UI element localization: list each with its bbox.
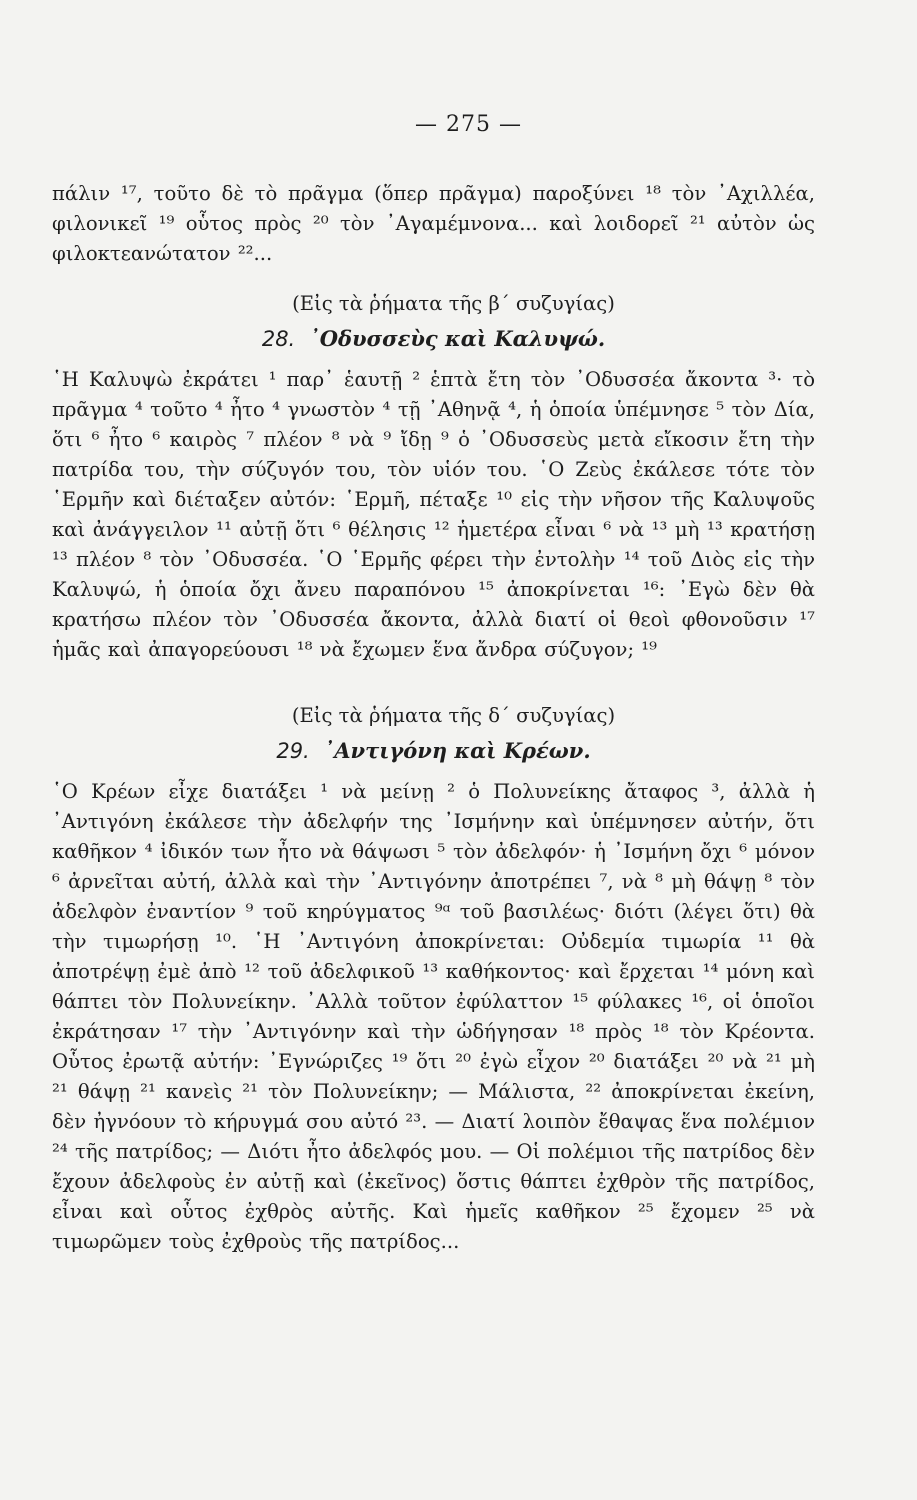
section-28-number: 28. [261,327,296,351]
opening-paragraph: πάλιν ¹⁷, τοῦτο δὲ τὸ πρᾶγμα (ὅπερ πρᾶγμα) παροξύνει ¹⁸ τὸν ᾿Αχιλλέα, φιλονικεῖ ¹⁹ οὗτος πρὸς ²⁰ τὸν ᾿Αγαμέμνονα... καὶ λοιδορεῖ ²¹ αὐτὸν ὡς φιλοκτεανώτατον ²²... [52,182,815,265]
section-29-title: ᾿Αντιγόνη καὶ Κρέων. [323,738,591,763]
section-29-number: 29. [276,739,310,763]
section-29-heading [52,735,815,767]
section-28-note: (Εἰς τὰ ῥήματα τῆς β΄ συζυγίας) [292,292,615,315]
section-28-paragraph: ῾Η Καλυψὼ ἐκράτει ¹ παρ᾿ ἑαυτῇ ² ἑπτὰ ἔτη τὸν ᾿Οδυσσέα ἄκοντα ³· τὸ πρᾶγμα ⁴ τοῦτο ⁴ ἦτο ⁴ γνωστὸν ⁴ τῇ ᾿Αθηνᾷ ⁴, ἡ ὁποία ὑπέμνησε ⁵ τὸν Δία, ὅτι ⁶ ἦτο ⁶ καιρὸς ⁷ πλέον ⁸ νὰ ⁹ ἴδῃ ⁹ ὁ ᾿Οδυσσεὺς μετὰ εἴκοσιν ἔτη τὴν πατρίδα του, τὴν σύζυγόν του, τὸν υἱόν του. ῾Ο Ζεὺς ἐκάλεσε τότε τὸν ῾Ερμῆν καὶ διέταξεν αὐτόν: ῾Ερμῆ, πέταξε ¹⁰ εἰς τὴν νῆσον τῆς Καλυψοῦς καὶ ἀνάγγειλον ¹¹ αὐτῇ ὅτι ⁶ θέλησις ¹² ἡμετέρα εἶναι ⁶ νὰ ¹³ μὴ ¹³ κρατήσῃ ¹³ πλέον ⁸ τὸν ᾿Οδυσσέα. ῾Ο ῾Ερμῆς φέρει τὴν ἐντολὴν ¹⁴ τοῦ Διὸς εἰς τὴν Καλυψώ, ἡ ὁποία ὄχι ἄνευ παραπόνου ¹⁵ ἀποκρίνεται ¹⁶: ᾿Εγὼ δὲν θὰ κρατήσω πλέον τὸν ᾿Οδυσσέα ἄκοντα, ἀλλὰ διατί οἱ θεοὶ φθονοῦσιν ¹⁷ ἡμᾶς καὶ ἀπαγορεύουσι ¹⁸ νὰ ἔχωμεν ἕνα ἄνδρα σύζυγον; ¹⁹ [52,368,815,661]
section-28-heading [52,323,815,355]
page-number: — 275 — [415,112,522,137]
section-29-note: (Εἰς τὰ ῥήματα τῆς δ΄ συζυγίας) [291,704,616,727]
section-29-paragraph: ῾Ο Κρέων εἶχε διατάξει ¹ νὰ μείνῃ ² ὁ Πολυνείκης ἄταφος ³, ἀλλὰ ἡ ᾿Αντιγόνη ἐκάλεσε τὴν ἀδελφήν της ᾿Ισμήνην καὶ ὑπέμνησεν αὐτήν, ὅτι καθῆκον ⁴ ἰδικόν των ἦτο νὰ θάψωσι ⁵ τὸν ἀδελφόν· ἡ ᾿Ισμήνη ὄχι ⁶ μόνον ⁶ ἀρνεῖται αὐτή, ἀλλὰ καὶ τὴν ᾿Αντιγόνην ἀποτρέπει ⁷, νὰ ⁸ μὴ θάψῃ ⁸ τὸν ἀδελφὸν ἐναντίον ⁹ τοῦ κηρύγματος ⁹ᵅ τοῦ βασιλέως· διότι (λέγει ὅτι) θὰ τὴν τιμωρήσῃ ¹⁰. ῾Η ᾿Αντιγόνη ἀποκρίνεται: Οὐδεμία τιμωρία ¹¹ θὰ ἀποτρέψῃ ἐμὲ ἀπὸ ¹² τοῦ ἀδελφικοῦ ¹³ καθήκοντος· καὶ ἔρχεται ¹⁴ μόνη καὶ θάπτει τὸν Πολυνείκην. ᾿Αλλὰ τοῦτον ἐφύλαττον ¹⁵ φύλακες ¹⁶, οἱ ὁποῖοι ἐκράτησαν ¹⁷ τὴν ᾿Αντιγόνην καὶ τὴν ὡδήγησαν ¹⁸ πρὸς ¹⁸ τὸν Κρέοντα. Οὗτος ἐρωτᾷ αὐτήν: ᾿Εγνώριζες ¹⁹ ὅτι ²⁰ ἐγὼ εἶχον ²⁰ διατάξει ²⁰ νὰ ²¹ μὴ ²¹ θάψῃ ²¹ κανεὶς ²¹ τὸν Πολυνείκην; — Μάλιστα, ²² ἀποκρίνεται ἐκείνη, δὲν ἠγνόουν τὸ κήρυγμά σου αὐτό ²³. — Διατί λοιπὸν ἔθαψας ἕνα πολέμιον ²⁴ τῆς πατρίδος; — Διότι ἦτο ἀδελφός μου. — Οἱ πολέμιοι τῆς πατρίδος δὲν ἔχουν ἀδελφοὺς ἐν αὐτῇ καὶ (ἐκεῖνος) ὅστις θάπτει ἐχθρὸν τῆς πατρίδος, εἶναι καὶ οὗτος ἐχθρὸς αὐτῆς. Καὶ ἡμεῖς καθῆκον ²⁵ ἔχομεν ²⁵ νὰ τιμωρῶμεν τοὺς ἐχθροὺς τῆς πατρίδος... [52,780,815,1253]
section-28-title: ᾿Οδυσσεὺς καὶ Καλυψώ. [309,326,606,351]
